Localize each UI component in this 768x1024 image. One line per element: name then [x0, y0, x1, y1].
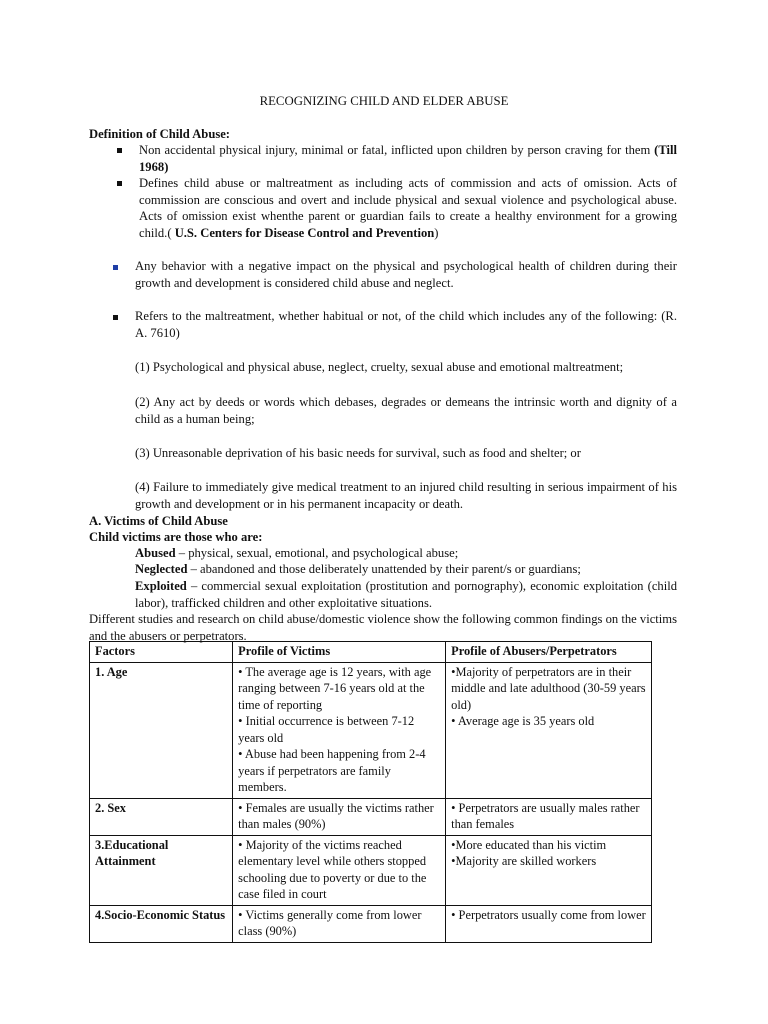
item-4: (4) Failure to immediately give medical treatment to an injured child resulting in serious impairment of his growth and development or in his permanent incapacity or death. [135, 480, 677, 511]
victims-heading: Child victims are those who are: [89, 530, 263, 544]
header-victims: Profile of Victims [233, 642, 446, 663]
factor-cell: 4.Socio-Economic Status [90, 905, 233, 942]
table-row [90, 798, 652, 835]
definition-heading: Definition of Child Abuse: [89, 127, 231, 141]
bullet-icon [117, 148, 122, 153]
abusers-cell: • Perpetrators are usually males rather than females [446, 798, 652, 835]
victims-cell: • The average age is 12 years, with age ranging between 7-16 years old at the time of reporting • Initial occurrence is between 7-12 years old • Abuse had been happening from 2-4 years if perpetrators are family members. [233, 662, 446, 798]
victim-type-abused: Abused – physical, sexual, emotional, and psychological abuse; [135, 546, 459, 560]
victim-type-neglected: Neglected – abandoned and those deliberately unattended by their parent/s or guardians; [135, 562, 581, 576]
ra7610-bullet: Refers to the maltreatment, whether habitual or not, of the child which includes any of the following: (R. A. 7610) [135, 309, 677, 340]
victims-cell: • Victims generally come from lower class (90%) [233, 905, 446, 942]
header-factors: Factors [90, 642, 233, 663]
findings-table [89, 641, 652, 943]
bullet-icon [113, 265, 118, 270]
table-row [90, 905, 652, 942]
abusers-cell: •More educated than his victim •Majority are skilled workers [446, 835, 652, 905]
bullet-icon [117, 181, 122, 186]
section-a-heading: A. Victims of Child Abuse [89, 514, 228, 528]
item-2: (2) Any act by deeds or words which debases, degrades or demeans the intrinsic worth and dignity of a child as a human being; [135, 395, 677, 426]
factor-cell: 1. Age [90, 662, 233, 798]
factor-cell: 2. Sex [90, 798, 233, 835]
abusers-cell: •Majority of perpetrators are in their middle and late adulthood (30-59 years old) • Average age is 35 years old [446, 662, 652, 798]
item-1: (1) Psychological and physical abuse, neglect, cruelty, sexual abuse and emotional maltreatment; [135, 360, 624, 374]
victims-cell: • Females are usually the victims rather than males (90%) [233, 798, 446, 835]
bullet-icon [113, 315, 118, 320]
header-abusers: Profile of Abusers/Perpetrators [446, 642, 652, 663]
factor-cell: 3.Educational Attainment [90, 835, 233, 905]
table-row [90, 835, 652, 905]
definition-bullet-2: Defines child abuse or maltreatment as including acts of commission and acts of omission. Acts of commission are conscious and overt and include physical and sexual violence and psychological abuse. Acts of omission exist whenthe parent or guardian fails to create a healthy environment for a growing child.( U.S. Centers for Disease Control and Prevention) [139, 176, 677, 240]
table-row [90, 662, 652, 798]
behavior-bullet: Any behavior with a negative impact on the physical and psychological health of children during their growth and development is considered child abuse and neglect. [135, 259, 677, 290]
victim-type-exploited: Exploited – commercial sexual exploitation (prostitution and pornography), economic exploitation (child labor), trafficked children and other exploitative situations. [135, 579, 677, 610]
document-title: RECOGNIZING CHILD AND ELDER ABUSE [259, 94, 509, 108]
definition-bullet-1: Non accidental physical injury, minimal or fatal, inflicted upon children by person craving for them (Till 1968) [139, 143, 677, 174]
intro-paragraph: Different studies and research on child abuse/domestic violence show the following common findings on the victims and the abusers or perpetrators. [89, 612, 677, 643]
victims-cell: • Majority of the victims reached elementary level while others stopped schooling due to poverty or due to the case filed in court [233, 835, 446, 905]
abusers-cell: • Perpetrators usually come from lower [446, 905, 652, 942]
table-header-row [90, 642, 652, 663]
item-3: (3) Unreasonable deprivation of his basic needs for survival, such as food and shelter; or [135, 446, 581, 460]
